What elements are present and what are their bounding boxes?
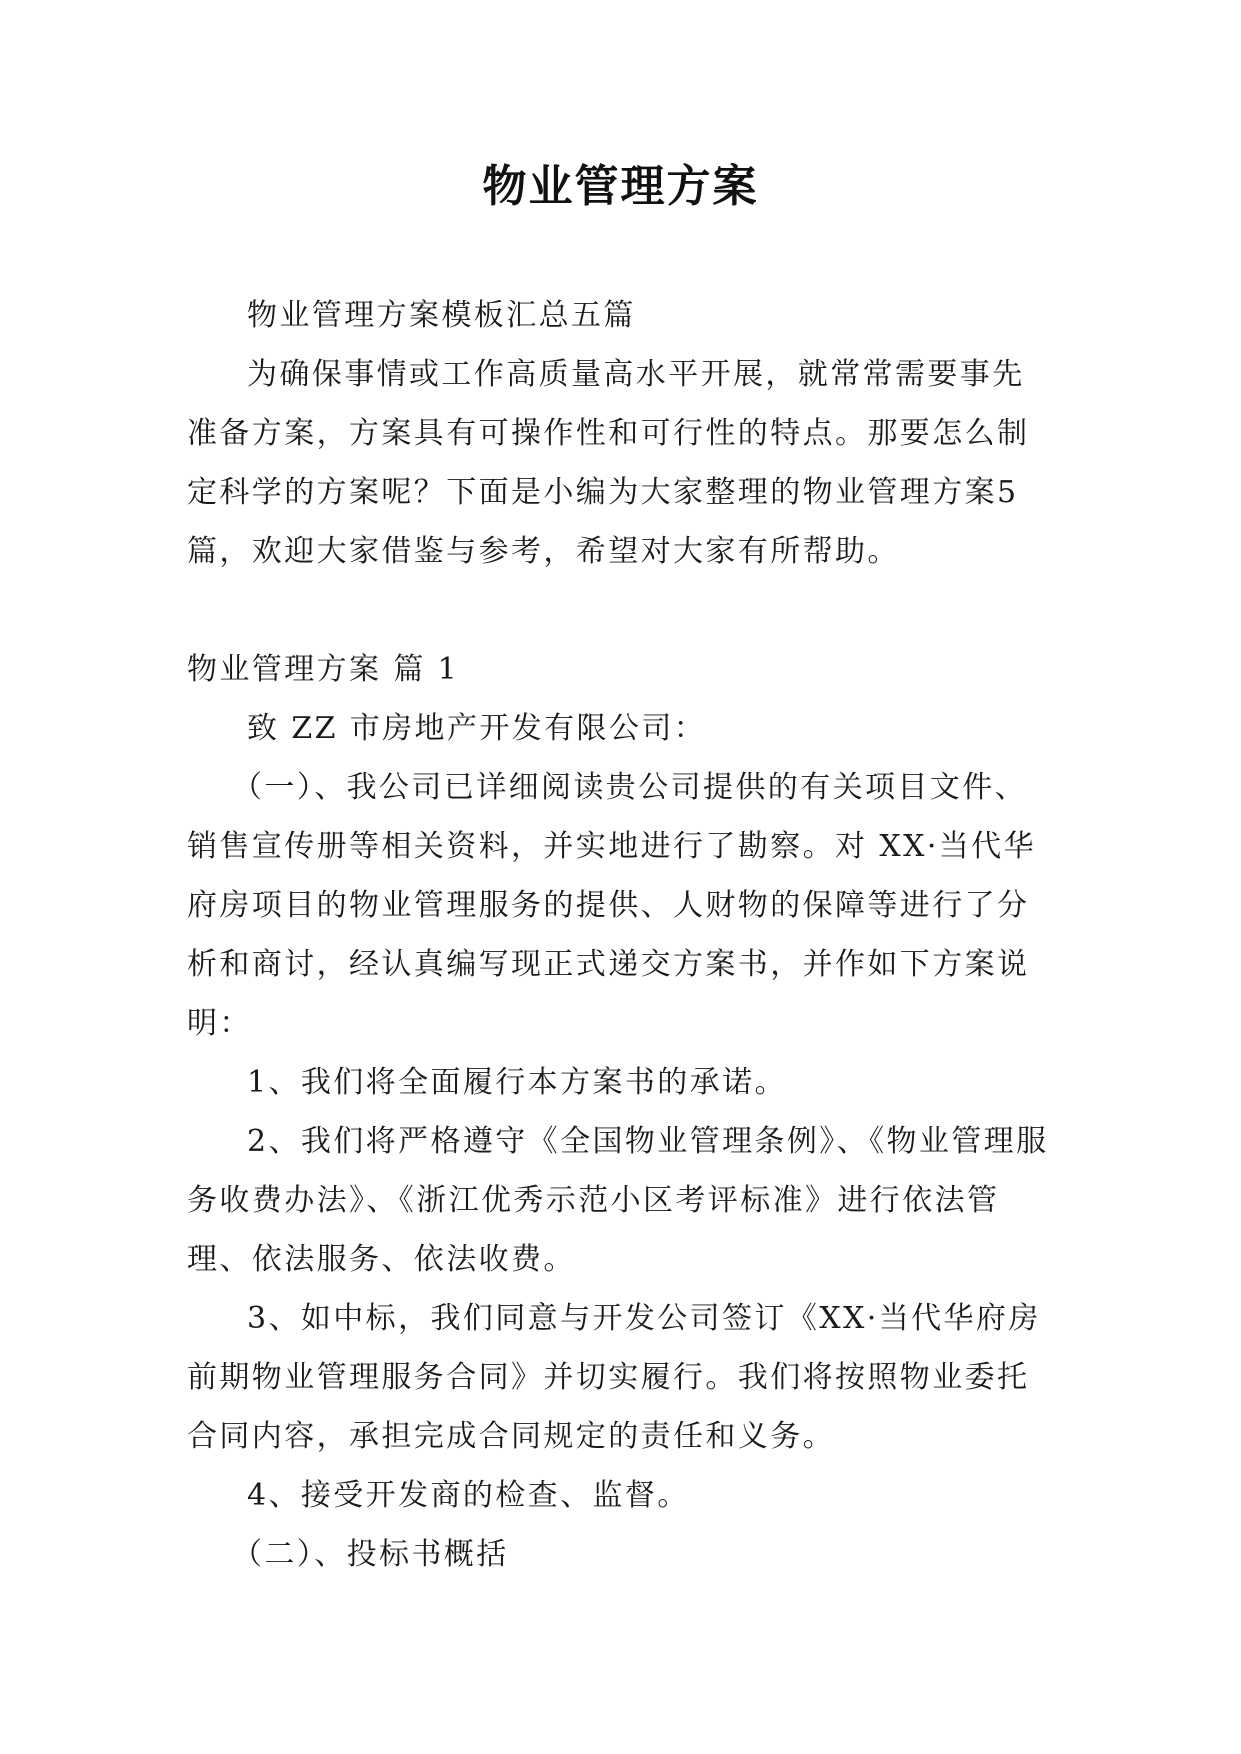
list-item-1: 1、我们将全面履行本方案书的承诺。 [247,1065,787,1100]
section-heading: 物业管理方案 篇 1 [187,652,460,687]
addressee-paragraph: 致 ZZ 市房地产开发有限公司： [247,711,707,746]
document-title: 物业管理方案 [482,161,759,212]
paragraph-one: （一）、我公司已详细阅读贵公司提供的有关项目文件、销售宣传册等相关资料，并实地进行了勘察。对 XX·当代华府房项目的物业管理服务的提供、人财物的保障等进行了分析和商讨，经认真编写现正式递交方案书，并作如下方案说明： [187,770,1036,1041]
paragraph-gap [187,581,1055,640]
subtitle-paragraph: 物业管理方案模板汇总五篇 [247,298,636,333]
intro-paragraph: 为确保事情或工作高质量高水平开展，就常常需要事先准备方案，方案具有可操作性和可行性的特点。那要怎么制定科学的方案呢？下面是小编为大家整理的物业管理方案5篇，欢迎大家借鉴与参考，希望对大家有所帮助。 [187,357,1030,569]
list-item-4: 4、接受开发商的检查、监督。 [247,1478,690,1513]
paragraph-two: （二）、投标书概括 [232,1537,509,1572]
document-body [187,286,1055,1584]
list-item-3: 3、如中标，我们同意与开发公司签订《XX·当代华府房前期物业管理服务合同》并切实履行。我们将按照物业委托合同内容，承担完成合同规定的责任和义务。 [187,1301,1041,1454]
list-item-2: 2、我们将严格遵守《全国物业管理条例》、《物业管理服务收费办法》、《浙江优秀示范小区考评标准》进行依法管理、依法服务、依法收费。 [187,1124,1049,1277]
